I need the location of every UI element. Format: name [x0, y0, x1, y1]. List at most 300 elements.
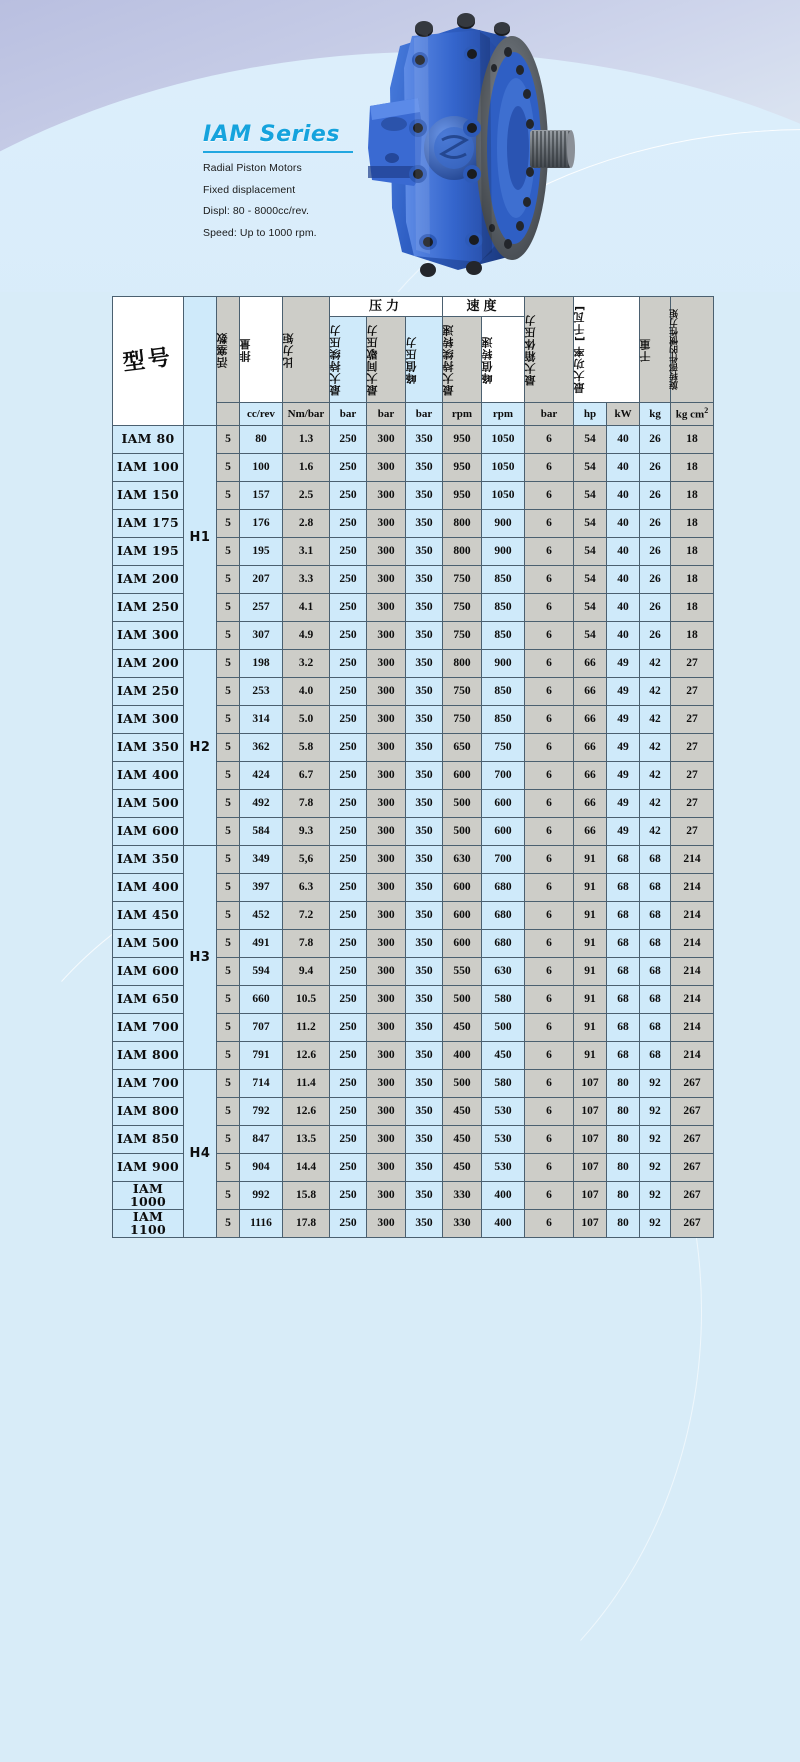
cell-n-peak: 750	[482, 734, 524, 761]
cell-n-cont: 750	[443, 566, 481, 593]
cell-p-peak: 350	[406, 1014, 442, 1041]
cell-torque: 9.3	[283, 818, 329, 845]
cell-model: IAM 500	[113, 790, 183, 817]
cell-torque: 6.3	[283, 874, 329, 901]
cell-weight: 42	[640, 650, 670, 677]
cell-hp: 91	[574, 1042, 606, 1069]
cell-kw: 49	[607, 678, 639, 705]
unit-pistons	[217, 403, 239, 425]
cell-displ: 847	[240, 1126, 282, 1153]
max-continuous-speed-header-label: 最大持续转速	[442, 323, 455, 396]
cell-displ: 397	[240, 874, 282, 901]
cell-hp: 107	[574, 1154, 606, 1181]
cell-p-cont: 250	[330, 1098, 366, 1125]
unit-dry-weight: kg	[640, 403, 670, 425]
cell-displ: 100	[240, 454, 282, 481]
cell-n-peak: 680	[482, 874, 524, 901]
cell-n-peak: 600	[482, 818, 524, 845]
cell-p-int: 300	[367, 1014, 405, 1041]
cell-p-case: 6	[525, 622, 573, 649]
cell-pistons: 5	[217, 1098, 239, 1125]
cell-inertia: 18	[671, 594, 713, 621]
cell-pistons: 5	[217, 1126, 239, 1153]
cell-hp: 54	[574, 566, 606, 593]
cell-p-case: 6	[525, 1070, 573, 1097]
cell-p-peak: 350	[406, 650, 442, 677]
cell-model: IAM 300	[113, 706, 183, 733]
cell-p-cont: 250	[330, 874, 366, 901]
cell-weight: 92	[640, 1070, 670, 1097]
cell-n-peak: 530	[482, 1154, 524, 1181]
cell-kw: 80	[607, 1098, 639, 1125]
cell-series-group: H4	[184, 1070, 216, 1237]
cell-displ: 452	[240, 902, 282, 929]
cell-p-cont: 250	[330, 1154, 366, 1181]
cell-p-peak: 350	[406, 930, 442, 957]
cell-p-int: 300	[367, 1042, 405, 1069]
spec-line-displacement-type: Fixed displacement	[203, 183, 296, 196]
cell-weight: 68	[640, 930, 670, 957]
cell-p-int: 300	[367, 426, 405, 453]
cell-model: IAM 350	[113, 734, 183, 761]
cell-kw: 68	[607, 874, 639, 901]
cell-inertia: 214	[671, 930, 713, 957]
cell-weight: 68	[640, 1014, 670, 1041]
cell-pistons: 5	[217, 734, 239, 761]
cell-n-cont: 450	[443, 1014, 481, 1041]
cell-weight: 26	[640, 622, 670, 649]
cell-displ: 257	[240, 594, 282, 621]
cell-displ: 157	[240, 482, 282, 509]
cell-p-cont: 250	[330, 538, 366, 565]
cell-n-peak: 400	[482, 1182, 524, 1209]
cell-p-int: 300	[367, 1210, 405, 1237]
cell-n-cont: 750	[443, 594, 481, 621]
cell-p-case: 6	[525, 454, 573, 481]
cell-inertia: 18	[671, 426, 713, 453]
cell-p-cont: 250	[330, 510, 366, 537]
cell-inertia: 18	[671, 622, 713, 649]
cell-torque: 10.5	[283, 986, 329, 1013]
cell-torque: 12.6	[283, 1042, 329, 1069]
cell-torque: 7.2	[283, 902, 329, 929]
max-continuous-pressure-header	[330, 317, 366, 402]
cell-inertia: 267	[671, 1098, 713, 1125]
cell-pistons: 5	[217, 902, 239, 929]
motor-spec-table	[112, 296, 714, 1238]
cell-p-peak: 350	[406, 902, 442, 929]
cell-model: IAM 300	[113, 622, 183, 649]
cell-inertia: 214	[671, 902, 713, 929]
cell-n-peak: 850	[482, 706, 524, 733]
cell-hp: 66	[574, 650, 606, 677]
cell-n-peak: 850	[482, 678, 524, 705]
cell-torque: 13.5	[283, 1126, 329, 1153]
specific-torque-header-label: 比力矩	[282, 331, 295, 368]
cell-hp: 91	[574, 958, 606, 985]
cell-hp: 54	[574, 482, 606, 509]
cell-n-peak: 500	[482, 1014, 524, 1041]
cell-kw: 40	[607, 510, 639, 537]
cell-inertia: 18	[671, 510, 713, 537]
cell-pistons: 5	[217, 874, 239, 901]
cell-n-peak: 680	[482, 902, 524, 929]
cell-n-cont: 500	[443, 986, 481, 1013]
cell-p-peak: 350	[406, 1098, 442, 1125]
cell-displ: 904	[240, 1154, 282, 1181]
cell-pistons: 5	[217, 958, 239, 985]
max-intermittent-pressure-header	[367, 317, 405, 402]
speed-group-header: 速度	[443, 297, 524, 316]
cell-p-int: 300	[367, 790, 405, 817]
cell-weight: 42	[640, 734, 670, 761]
cell-pistons: 5	[217, 1042, 239, 1069]
cell-hp: 91	[574, 930, 606, 957]
cell-hp: 91	[574, 846, 606, 873]
cell-pistons: 5	[217, 426, 239, 453]
cell-p-peak: 350	[406, 986, 442, 1013]
cell-p-case: 6	[525, 874, 573, 901]
cell-p-int: 300	[367, 874, 405, 901]
cell-n-peak: 900	[482, 538, 524, 565]
series-title: IAM Series	[203, 122, 340, 147]
cell-p-peak: 350	[406, 818, 442, 845]
cell-p-case: 6	[525, 790, 573, 817]
cell-n-cont: 600	[443, 930, 481, 957]
cell-inertia: 214	[671, 874, 713, 901]
cell-kw: 80	[607, 1070, 639, 1097]
cell-n-peak: 580	[482, 1070, 524, 1097]
cell-kw: 49	[607, 706, 639, 733]
cell-torque: 7.8	[283, 790, 329, 817]
cell-p-int: 300	[367, 650, 405, 677]
cell-pistons: 5	[217, 454, 239, 481]
piston-count-header-label: 活塞数	[216, 331, 229, 368]
title-block	[203, 124, 378, 249]
cell-p-cont: 250	[330, 1126, 366, 1153]
cell-model: IAM 150	[113, 482, 183, 509]
cell-p-case: 6	[525, 538, 573, 565]
cell-model: IAM 400	[113, 762, 183, 789]
cell-inertia: 214	[671, 1042, 713, 1069]
cell-n-cont: 500	[443, 790, 481, 817]
peak-pressure-header-label: 峰值压力	[405, 335, 418, 384]
cell-n-cont: 800	[443, 510, 481, 537]
cell-inertia: 27	[671, 678, 713, 705]
cell-n-peak: 530	[482, 1098, 524, 1125]
cell-pistons: 5	[217, 650, 239, 677]
cell-pistons: 5	[217, 678, 239, 705]
model-header-label: 型号	[121, 345, 175, 376]
cell-pistons: 5	[217, 706, 239, 733]
cell-kw: 40	[607, 594, 639, 621]
cell-hp: 107	[574, 1126, 606, 1153]
cell-p-peak: 350	[406, 1210, 442, 1237]
cell-p-case: 6	[525, 986, 573, 1013]
cell-weight: 68	[640, 1042, 670, 1069]
cell-hp: 91	[574, 1014, 606, 1041]
cell-p-cont: 250	[330, 930, 366, 957]
cell-torque: 11.2	[283, 1014, 329, 1041]
cell-n-cont: 950	[443, 426, 481, 453]
cell-p-case: 6	[525, 762, 573, 789]
cell-inertia: 27	[671, 650, 713, 677]
cell-torque: 6.7	[283, 762, 329, 789]
cell-model: IAM 500	[113, 930, 183, 957]
cell-displ: 492	[240, 790, 282, 817]
cell-displ: 198	[240, 650, 282, 677]
cell-torque: 4.9	[283, 622, 329, 649]
cell-model: IAM 250	[113, 594, 183, 621]
cell-kw: 49	[607, 818, 639, 845]
cell-p-cont: 250	[330, 734, 366, 761]
cell-p-peak: 350	[406, 510, 442, 537]
cell-p-case: 6	[525, 566, 573, 593]
cell-n-cont: 600	[443, 874, 481, 901]
pressure-group-header: 压力	[330, 297, 442, 316]
cell-displ: 253	[240, 678, 282, 705]
cell-n-peak: 580	[482, 986, 524, 1013]
series-header-cell	[184, 297, 216, 425]
cell-inertia: 27	[671, 762, 713, 789]
cell-model: IAM 900	[113, 1154, 183, 1181]
cell-n-peak: 1050	[482, 454, 524, 481]
max-power-header	[574, 297, 639, 402]
cell-n-peak: 700	[482, 762, 524, 789]
cell-hp: 54	[574, 538, 606, 565]
cell-n-cont: 450	[443, 1098, 481, 1125]
cell-kw: 68	[607, 958, 639, 985]
cell-kw: 80	[607, 1154, 639, 1181]
cell-model: IAM 195	[113, 538, 183, 565]
cell-series-group: H3	[184, 846, 216, 1069]
cell-p-int: 300	[367, 846, 405, 873]
cell-displ: 791	[240, 1042, 282, 1069]
cell-kw: 80	[607, 1210, 639, 1237]
unit-inertia: kg $cm^2$	[671, 403, 713, 425]
cell-p-case: 6	[525, 1210, 573, 1237]
cell-kw: 40	[607, 482, 639, 509]
cell-n-peak: 530	[482, 1126, 524, 1153]
cell-weight: 42	[640, 678, 670, 705]
cell-hp: 107	[574, 1098, 606, 1125]
unit-hp: hp	[574, 403, 606, 425]
cell-p-int: 300	[367, 482, 405, 509]
cell-torque: 5.0	[283, 706, 329, 733]
cell-pistons: 5	[217, 762, 239, 789]
cell-inertia: 27	[671, 818, 713, 845]
cell-torque: 9.4	[283, 958, 329, 985]
cell-p-peak: 350	[406, 622, 442, 649]
table-row	[113, 1070, 713, 1097]
cell-n-peak: 1050	[482, 482, 524, 509]
cell-n-cont: 800	[443, 650, 481, 677]
cell-p-peak: 350	[406, 482, 442, 509]
cell-displ: 491	[240, 930, 282, 957]
cell-weight: 68	[640, 902, 670, 929]
cell-hp: 66	[574, 818, 606, 845]
cell-kw: 49	[607, 734, 639, 761]
cell-displ: 314	[240, 706, 282, 733]
cell-displ: 307	[240, 622, 282, 649]
cell-p-case: 6	[525, 1154, 573, 1181]
title-underline	[203, 151, 353, 153]
cell-n-cont: 500	[443, 1070, 481, 1097]
cell-torque: 17.8	[283, 1210, 329, 1237]
cell-n-cont: 600	[443, 902, 481, 929]
cell-model: IAM 800	[113, 1042, 183, 1069]
specification-table	[112, 296, 709, 1238]
cell-torque: 3.1	[283, 538, 329, 565]
cell-n-cont: 750	[443, 678, 481, 705]
specific-torque-header	[283, 297, 329, 402]
cell-p-int: 300	[367, 762, 405, 789]
cell-p-peak: 350	[406, 790, 442, 817]
cell-n-cont: 630	[443, 846, 481, 873]
cell-inertia: 18	[671, 538, 713, 565]
unit-displacement: cc/rev	[240, 403, 282, 425]
cell-displ: 195	[240, 538, 282, 565]
cell-pistons: 5	[217, 538, 239, 565]
cell-weight: 68	[640, 874, 670, 901]
cell-model: IAM 700	[113, 1070, 183, 1097]
cell-hp: 54	[574, 454, 606, 481]
cell-p-peak: 350	[406, 454, 442, 481]
cell-n-cont: 750	[443, 706, 481, 733]
cell-hp: 54	[574, 510, 606, 537]
cell-model: IAM 250	[113, 678, 183, 705]
table-body	[113, 426, 713, 1237]
cell-p-cont: 250	[330, 566, 366, 593]
cell-n-cont: 650	[443, 734, 481, 761]
cell-torque: 4.0	[283, 678, 329, 705]
cell-model: IAM 200	[113, 650, 183, 677]
cell-p-int: 300	[367, 818, 405, 845]
cell-torque: 1.6	[283, 454, 329, 481]
cell-p-peak: 350	[406, 1182, 442, 1209]
cell-p-int: 300	[367, 986, 405, 1013]
cell-hp: 91	[574, 902, 606, 929]
cell-weight: 42	[640, 818, 670, 845]
unit-peak-speed: rpm	[482, 403, 524, 425]
cell-kw: 49	[607, 650, 639, 677]
cell-p-cont: 250	[330, 846, 366, 873]
cell-kw: 40	[607, 538, 639, 565]
max-power-header-line1: 最大功率	[573, 345, 587, 394]
cell-hp: 54	[574, 594, 606, 621]
cell-kw: 80	[607, 1182, 639, 1209]
cell-p-peak: 350	[406, 706, 442, 733]
cell-p-cont: 250	[330, 1210, 366, 1237]
cell-torque: 12.6	[283, 1098, 329, 1125]
cell-p-cont: 250	[330, 1014, 366, 1041]
cell-weight: 92	[640, 1154, 670, 1181]
cell-p-peak: 350	[406, 734, 442, 761]
cell-p-cont: 250	[330, 594, 366, 621]
cell-weight: 92	[640, 1182, 670, 1209]
cell-model: IAM 100	[113, 454, 183, 481]
cell-pistons: 5	[217, 986, 239, 1013]
cell-hp: 54	[574, 426, 606, 453]
cell-p-case: 6	[525, 706, 573, 733]
cell-p-case: 6	[525, 930, 573, 957]
cell-p-int: 300	[367, 1070, 405, 1097]
cell-weight: 26	[640, 594, 670, 621]
cell-displ: 424	[240, 762, 282, 789]
cell-p-case: 6	[525, 678, 573, 705]
cell-displ: 714	[240, 1070, 282, 1097]
cell-p-int: 300	[367, 678, 405, 705]
cell-inertia: 214	[671, 846, 713, 873]
cell-model: IAM 850	[113, 1126, 183, 1153]
cell-n-cont: 950	[443, 454, 481, 481]
cell-hp: 107	[574, 1070, 606, 1097]
cell-p-case: 6	[525, 1098, 573, 1125]
cell-p-case: 6	[525, 1042, 573, 1069]
cell-p-int: 300	[367, 930, 405, 957]
cell-p-cont: 250	[330, 706, 366, 733]
cell-p-int: 300	[367, 1126, 405, 1153]
cell-pistons: 5	[217, 510, 239, 537]
cell-inertia: 18	[671, 566, 713, 593]
displacement-header	[240, 297, 282, 402]
cell-weight: 42	[640, 706, 670, 733]
cell-displ: 1116	[240, 1210, 282, 1237]
cell-p-int: 300	[367, 1182, 405, 1209]
cell-n-cont: 950	[443, 482, 481, 509]
unit-max-continuous-speed: rpm	[443, 403, 481, 425]
cell-p-cont: 250	[330, 650, 366, 677]
cell-kw: 49	[607, 790, 639, 817]
cell-p-int: 300	[367, 594, 405, 621]
cell-p-int: 300	[367, 902, 405, 929]
cell-hp: 66	[574, 706, 606, 733]
cell-p-case: 6	[525, 958, 573, 985]
cell-p-case: 6	[525, 594, 573, 621]
cell-p-int: 300	[367, 958, 405, 985]
cell-p-cont: 250	[330, 790, 366, 817]
cell-n-peak: 450	[482, 1042, 524, 1069]
cell-p-int: 300	[367, 706, 405, 733]
cell-n-cont: 400	[443, 1042, 481, 1069]
cell-p-case: 6	[525, 846, 573, 873]
cell-pistons: 5	[217, 846, 239, 873]
cell-torque: 2.5	[283, 482, 329, 509]
cell-n-peak: 850	[482, 566, 524, 593]
cell-torque: 7.8	[283, 930, 329, 957]
cell-torque: 4.1	[283, 594, 329, 621]
cell-model: IAM 350	[113, 846, 183, 873]
cell-p-peak: 350	[406, 678, 442, 705]
cell-torque: 2.8	[283, 510, 329, 537]
cell-inertia: 27	[671, 734, 713, 761]
cell-n-cont: 330	[443, 1182, 481, 1209]
cell-model: IAM 80	[113, 426, 183, 453]
cell-hp: 107	[574, 1182, 606, 1209]
cell-p-case: 6	[525, 426, 573, 453]
cell-inertia: 267	[671, 1126, 713, 1153]
cell-weight: 92	[640, 1210, 670, 1237]
cell-displ: 207	[240, 566, 282, 593]
cell-p-int: 300	[367, 538, 405, 565]
cell-pistons: 5	[217, 1182, 239, 1209]
cell-series-group: H2	[184, 650, 216, 845]
cell-hp: 66	[574, 678, 606, 705]
cell-model: IAM 600	[113, 818, 183, 845]
peak-speed-header-label: 峰值转速	[481, 335, 494, 384]
spec-line-speed-range: Speed: Up to 1000 rpm.	[203, 226, 317, 239]
cell-model: IAM 600	[113, 958, 183, 985]
